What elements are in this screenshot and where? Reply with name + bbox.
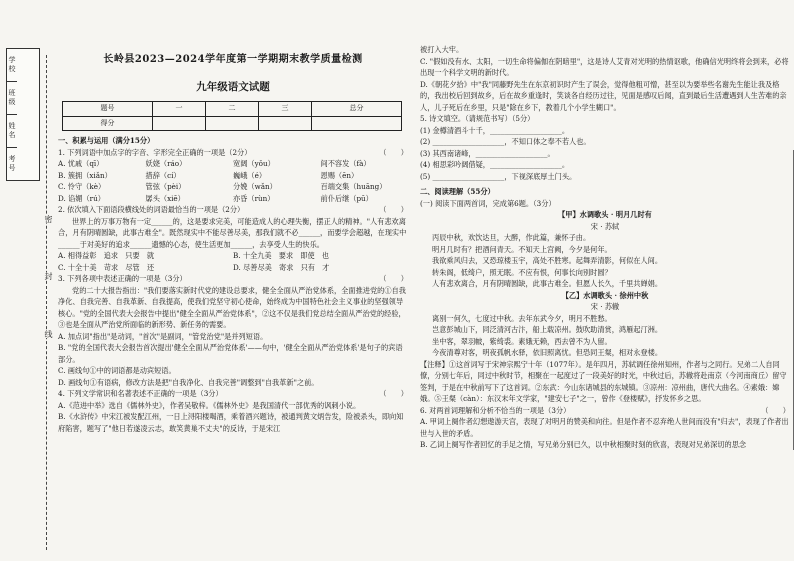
question-text: 2. 依次填入下面语段横线处的词语最恰当的一项是（2分） (58, 205, 245, 214)
annotation-note: 【注释】①这首词写于宋神宗熙宁十年（1077年）。是年四月，苏轼调任徐州知州，作者与之同行。兄弟二人自同僚，分别七年后，同过中秋时节，相聚在一起度过了一段美好的时光，中秋过后，苏辙将赴南京（今河南商丘）留守签判，于是在中秋前写下了这首词。②东武：今山东诸城县的东城镇。③凉州：凉州曲，唐代大曲名。④素娥：嫦娥。⑤王粲（càn）：东汉末年文学家，"建安七子"之一，曾作《登楼赋》，抒发怀乡之思。 (420, 359, 787, 403)
q2-options (58, 250, 408, 273)
poem-line: 我欲乘风归去，又恐琼楼玉宇，高处不胜寒。起舞弄清影，何似在人间。 (432, 256, 663, 265)
option-text: 措辞（cí） (145, 170, 181, 180)
option-text: A.《范进中举》选自《儒林外史》，作者吴敬梓。《儒林外史》是我国清代一部优秀的讽刺小说。 (58, 400, 361, 410)
score-table (62, 101, 402, 131)
answer-bracket[interactable]: （ ） (379, 205, 408, 214)
score-header-cell: 二 (206, 102, 259, 117)
poem-2 (420, 290, 790, 359)
option-text: 亦昏（rùn） (233, 193, 275, 203)
name-field[interactable]: 姓名 (7, 115, 17, 148)
right-column (420, 0, 790, 561)
seal-mark-mi: 密 (44, 215, 53, 223)
poem-line: 坐中客，翠羽帔，紫绮裘。素娥无赖，西去曾不为人留。 (432, 336, 612, 346)
option-text: D. 谄媚（rú） (58, 193, 105, 203)
school-field[interactable]: 学校 (7, 49, 17, 82)
poem-line: 明月几时有？把酒问青天。不知天上宫阙，今夕是何年。 (432, 244, 612, 254)
score-input[interactable] (206, 116, 259, 131)
option-text: B. 乙词上阕写作者回忆的手足之情，写兄弟分别已久，以中秋相聚时刻的欣喜，表现对兄弟深切的思念 (420, 440, 747, 449)
question-text: 6. 对两首词理解和分析不恰当的一项是（3分） (420, 405, 571, 415)
question-text: 1. 下列词语中加点字的字音、字形完全正确的一项是（2分） (58, 147, 252, 157)
option-text: 巍峨（é） (233, 170, 267, 180)
option-text: B. 簇拥（xiǎn） (58, 170, 112, 180)
option-text: 间不容发（fà） (320, 159, 371, 168)
class-field[interactable]: 班级 (7, 82, 17, 115)
option-text: A. 相得益彰 追求 只要 就 (58, 251, 155, 260)
question-text: 4. 下列文学常识和名著表述不正确的一项是（3分） (58, 389, 223, 398)
option-text: B. 十全九美 要求 即使 也 (233, 251, 330, 260)
option-text: A. 忧戚（qī） (58, 159, 104, 168)
exam-subtitle: 九年级语文试题 (196, 80, 270, 93)
section-2-heading: 二、阅读理解（55分） (420, 187, 495, 196)
seal-line (46, 55, 47, 550)
score-header-cell: 题号 (63, 102, 153, 117)
poem-line: 岂意彭城山下，同泛清河古汴，船上载凉州。鼓吹助清赏，鸿雁起汀洲。 (432, 325, 663, 334)
passage-text: 党的二十大报告指出："我们要落实新时代党的建设总要求，健全全面从严治党体系，全面推进党的①自我净化、自我完善、自我革新、自我提高，使我们党坚守初心使命，始终成为中国特色社会主义事业的坚强领导核心。"党的全国代表大会报告中提出"健全全面从严治党体系"，②这不仅是我们党总结全面从严治党的经验，③也是全面从严治党所面临的新形势、新任务的需要。 (58, 285, 406, 329)
student-info-box (6, 48, 40, 181)
continued-text: 被打入大牢。 (420, 45, 464, 54)
fill-blank-line[interactable]: (2) ____________________，不知口体之奉不若人也。 (420, 137, 591, 146)
option-text: D. 画线句①有语病，修改方法是把"自我净化、自我完善"调整到"自我革新"之前。 (58, 377, 319, 387)
option-text: A. 加点词"指出"是动词，"首次"是副词，"管党治党"是并列短语。 (58, 331, 268, 341)
question-2 (58, 204, 408, 273)
poem-line: 今夜清尊对客，明夜孤帆水驿，依旧照离忧。但恐同王粲，相对永登楼。 (432, 348, 663, 357)
fill-blank-line[interactable]: (1) 金樽清酒斗十千，____________________。 (420, 125, 570, 135)
question-6 (420, 405, 790, 451)
option-text: C. 十全十美 苛求 尽管 还 (58, 262, 155, 272)
option-text: D. 尽善尽美 寄求 只有 才 (233, 262, 330, 272)
option-text: A. 甲词上阕作者幻想遨游天宫，表现了对明月的赞美和向往。但是作者不忍弃绝人世间而没有"归去"，表现了作者出世与入世的矛盾。 (420, 417, 789, 438)
option-text: D.《朝花夕拾》中"我"同藤野先生在东京初识时产生了误会，觉得他粗可憎，甚至以为要举些名谢先生能让我及格的，我出校后回到故乡，后在故乡重逢时，笑谈各自经历过往，见面是感叹后闻，直到最后生活遭遇到人生苦难的亲人，儿子死后在乡里，只是"除在乡下，教着几个小学生糊口"。 (420, 79, 787, 112)
question-1 (58, 147, 408, 205)
exam-number-field[interactable]: 考号 (8, 155, 16, 173)
poem-line: 人有悲欢离合，月有阴晴圆缺，此事古难全。但愿人长久，千里共婵娟。 (432, 279, 663, 288)
score-input[interactable] (311, 116, 401, 131)
option-text: C. "假如没有水、太阳，一切生命将偏伽在阴暗里"，这是诗人艾青对光明的热情讴歌，他确信光明终将会到来，必将出现一个科学文明的新时代。 (420, 56, 789, 77)
option-text: 分娩（wǎn） (233, 182, 277, 191)
question-4 (58, 388, 408, 434)
poem-1 (420, 209, 790, 290)
poem-title: 【甲】水调歌头 · 明月几时有 (558, 210, 652, 219)
seal-mark-feng: 封 (44, 272, 53, 280)
question-text: 5. 诗文填空。（请规范书写）（5分） (420, 114, 535, 123)
exam-title: 长岭县2023—2024学年度第一学期期末教学质量检测 (103, 54, 363, 65)
poem-author: 宋 · 苏辙 (590, 302, 620, 311)
student-info-sidebar (0, 0, 44, 561)
option-text: 妖娆（ráo） (145, 159, 187, 168)
option-text: B.《水浒传》中宋江被发配江州，一日上浔阳楼喝酒，乘着酒兴题诗，被通判黄文炳告发，险被杀头，即向知府陷害，题写了"他日若遂凌云志，敢笑黄巢不丈夫"的反诗，于是宋江 (58, 412, 404, 433)
score-header-cell: 一 (153, 102, 206, 117)
fill-blank-line[interactable]: (4) 相思彩吟阔借疑，____________________。 (420, 160, 570, 169)
option-text: B. "党的全国代表大会报告首次提出'健全全面从严治党体系'——句中，'健全全面从严治党体系'是句子的宾语部分。 (58, 343, 403, 364)
seal-mark-xian: 线 (44, 330, 53, 338)
fill-blank-line[interactable]: (5) ____________________，下视深底厚土门头。 (420, 171, 577, 181)
answer-bracket[interactable]: （ ） (761, 405, 790, 415)
option-text: C. 怜守（kè） (58, 182, 106, 191)
question-3 (58, 273, 408, 388)
left-column (58, 0, 408, 561)
option-text: 宽阔（yǒu） (233, 159, 275, 168)
poem-line: 转朱阁，低绮户，照无眠。不应有恨，何事长向别时圆？ (432, 267, 612, 277)
option-text: 前仆后继（pū） (320, 193, 373, 203)
poem-author: 宋 · 苏轼 (590, 221, 620, 231)
option-text: C. 画线句①中的词语都是动宾短语。 (58, 366, 176, 375)
right-edge-line (789, 150, 794, 450)
score-input[interactable] (153, 116, 206, 131)
fill-blank-line[interactable]: (3) 其西南诸峰，____________________。 (420, 148, 555, 158)
answer-bracket[interactable]: （ ） (379, 147, 408, 157)
option-text: 孱头（xiē） (145, 193, 185, 203)
score-input[interactable] (258, 116, 311, 131)
section-1-heading: 一、积累与运用（满分15分） (58, 136, 155, 145)
option-text: 恩赐（ēn） (320, 170, 359, 180)
poem-title: 【乙】水调歌头 · 徐州中秋 (561, 290, 649, 300)
passage-text: 世界上的万事万物有一定______的，这是要求完美，可能造成人的心理失衡，摆正人的精神。"人有悲欢离合，月有阴晴圆缺，此事古难全"。既然现实中不能尽善尽美，那我们就不必______，而要学会超越，在现实中______于对美好的追求______遗憾的心态，使生活更加______，去享受人生的快乐。 (58, 216, 407, 249)
score-header-cell: 三 (258, 102, 311, 117)
poem-line: 离别一何久，七度过中秋。去年东武今夕，明月不胜愁。 (432, 313, 612, 323)
question-text: 3. 下列各项中表述正确的一项是（3分） (58, 274, 187, 283)
score-header-cell: 总分 (311, 102, 401, 117)
question-5 (420, 113, 790, 182)
answer-bracket[interactable]: （ ） (379, 274, 408, 283)
poem-preface: 丙辰中秋，欢饮达旦，大醉，作此篇，兼怀子由。 (432, 233, 591, 242)
q1-options (58, 158, 408, 204)
option-text: 管弦（pèi） (145, 182, 186, 191)
answer-bracket[interactable]: （ ） (379, 389, 408, 398)
score-row-label: 得分 (63, 116, 153, 131)
option-text: 百端交集（huāng） (320, 182, 387, 191)
part-1-heading: (一) 阅读下面两首词，完成第6题。（3分） (420, 198, 556, 208)
